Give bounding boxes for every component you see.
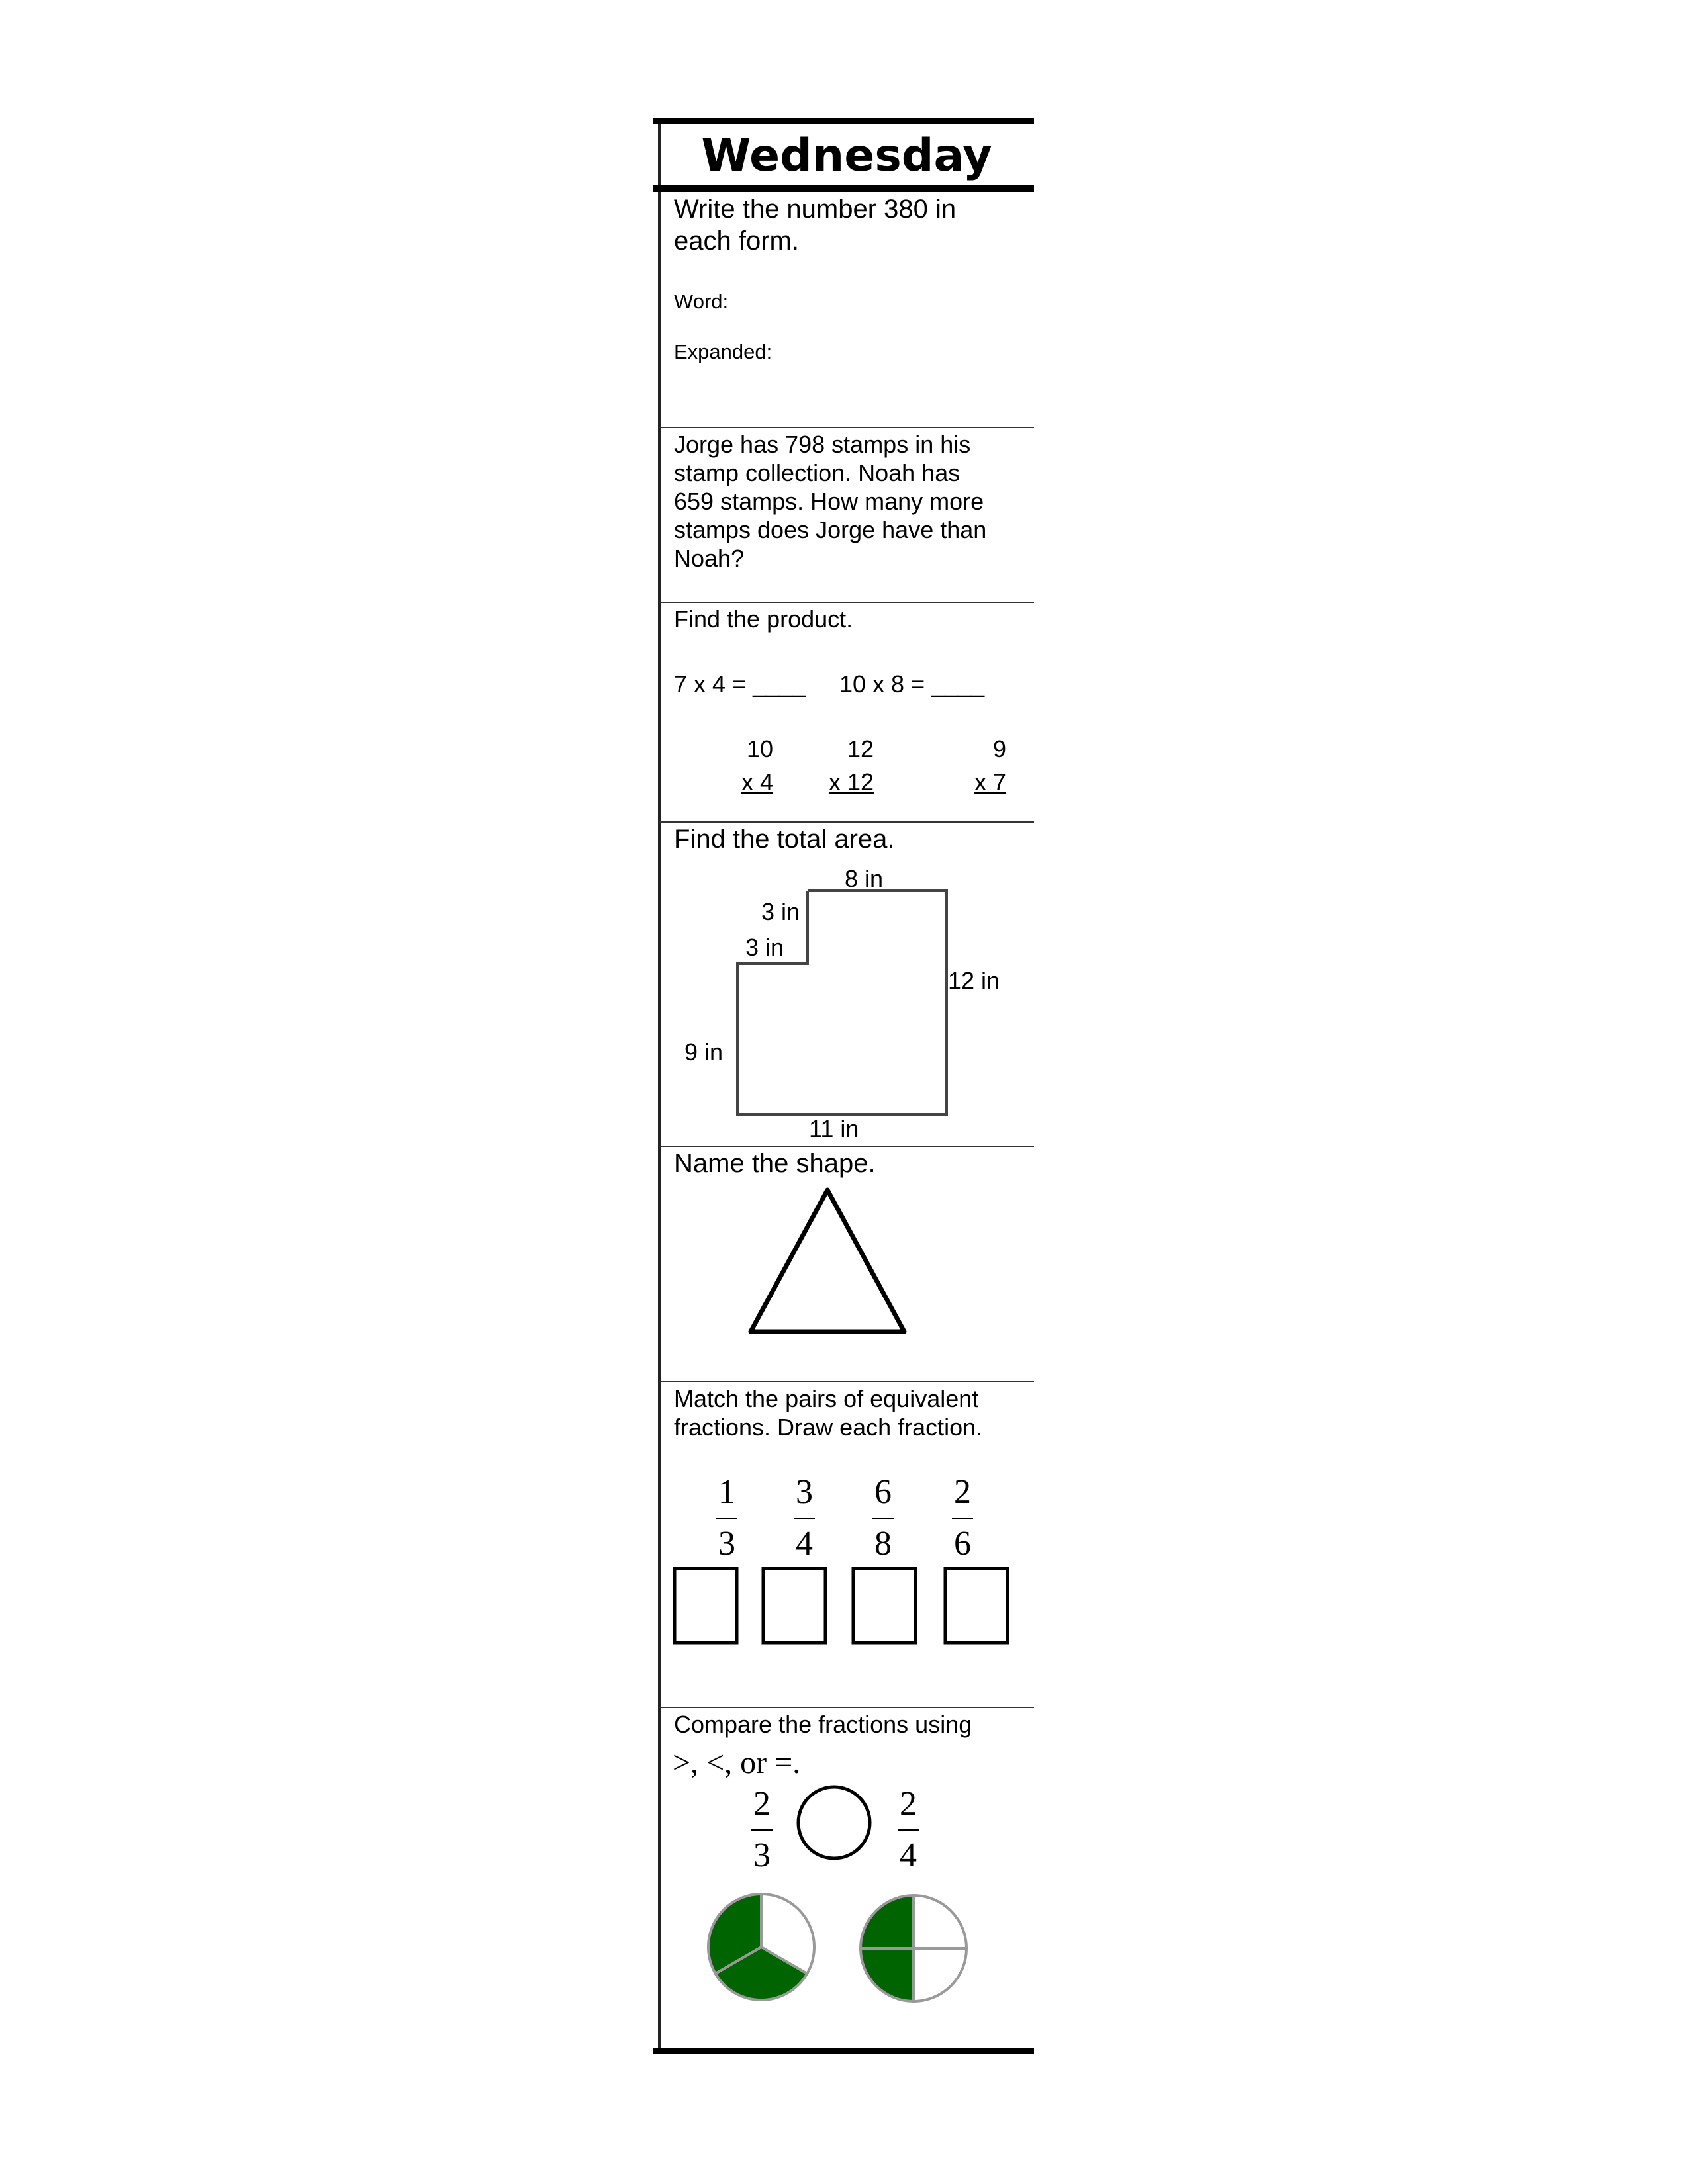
pie-segment-shaded	[861, 1948, 914, 2001]
q1-prompt-line1: Write the number 380 in	[674, 195, 957, 224]
q3-equation-2: 10 x 8 = ____	[839, 670, 985, 698]
label-left: 9 in	[684, 1038, 724, 1066]
q4-prompt: Find the total area.	[674, 825, 895, 854]
fraction-numerator: 6	[874, 1473, 892, 1511]
label-step-vertical: 3 in	[761, 898, 800, 925]
vertical-bottom: x 12	[828, 768, 874, 796]
vertical-bottom: x 7	[974, 768, 1006, 796]
pie-segment-unshaded	[914, 1895, 966, 1948]
q2-line: 659 stamps. How many more	[674, 488, 984, 515]
vertical-bottom: x 4	[741, 768, 773, 796]
q3-equation-1: 7 x 4 = ____	[674, 670, 806, 698]
q2-line: stamp collection. Noah has	[674, 459, 961, 486]
fraction-numerator: 3	[796, 1473, 813, 1511]
fraction-denominator: 4	[796, 1525, 813, 1563]
label-right: 12 in	[948, 967, 1000, 994]
pie-segment-unshaded	[914, 1948, 966, 2001]
q1-prompt-line2: each form.	[674, 226, 799, 255]
vertical-top: 9	[992, 735, 1006, 762]
pie-segment-shaded	[861, 1895, 914, 1948]
q7-line1: Compare the fractions using	[674, 1711, 972, 1738]
vertical-top: 10	[746, 735, 773, 762]
q7-line2: >, <, or =.	[673, 1745, 801, 1780]
q3-prompt: Find the product.	[674, 606, 853, 633]
fraction-numerator: 2	[954, 1473, 971, 1511]
fraction-numerator: 2	[900, 1785, 917, 1823]
fraction-denominator: 3	[718, 1525, 735, 1563]
word-label: Word:	[674, 290, 729, 313]
label-top: 8 in	[845, 865, 884, 892]
q2-line: stamps does Jorge have than	[674, 516, 987, 543]
label-bottom: 11 in	[809, 1115, 859, 1142]
fraction-denominator: 3	[753, 1837, 771, 1874]
compare-circle[interactable]	[798, 1787, 870, 1858]
q6-line1: Match the pairs of equivalent	[674, 1385, 979, 1412]
vertical-top: 12	[847, 735, 874, 762]
pie-chart-quarters	[861, 1895, 966, 2001]
q6-line2: fractions. Draw each fraction.	[674, 1414, 983, 1441]
q5-prompt: Name the shape.	[674, 1149, 876, 1178]
fraction-numerator: 1	[718, 1473, 735, 1511]
label-step-horizontal: 3 in	[745, 934, 784, 961]
fraction-denominator: 4	[900, 1837, 917, 1874]
fraction-denominator: 6	[954, 1525, 971, 1563]
fraction-numerator: 2	[753, 1785, 771, 1823]
page-title: Wednesday	[701, 130, 992, 182]
fraction-denominator: 8	[874, 1525, 892, 1563]
pie-chart-thirds	[708, 1894, 814, 2000]
expanded-label: Expanded:	[674, 340, 773, 363]
q2-line: Noah?	[674, 545, 745, 572]
q2-line: Jorge has 798 stamps in his	[674, 431, 971, 458]
